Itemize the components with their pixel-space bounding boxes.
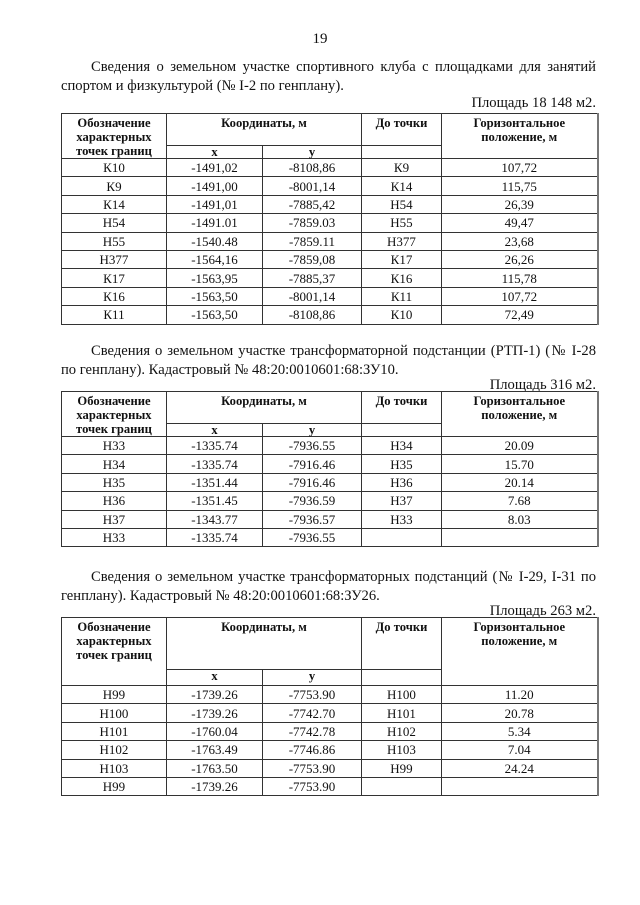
distance-cell: 7.04	[442, 741, 598, 759]
y-cell: -7753.90	[263, 777, 362, 795]
to-point-cell: К10	[362, 306, 442, 324]
y-cell: -7746.86	[263, 741, 362, 759]
x-cell: -1563,95	[167, 269, 263, 287]
x-cell: -1763.50	[167, 759, 263, 777]
point-cell: Н99	[62, 686, 167, 704]
x-cell: -1491.01	[167, 214, 263, 232]
point-cell: Н103	[62, 759, 167, 777]
to-point-cell: К17	[362, 250, 442, 268]
y-cell: -7885,42	[263, 195, 362, 213]
header-to-point: До точки	[362, 392, 442, 424]
y-cell: -7753.90	[263, 759, 362, 777]
x-cell: -1739.26	[167, 777, 263, 795]
to-point-cell: Н100	[362, 686, 442, 704]
point-cell: Н37	[62, 510, 167, 528]
to-point-cell: Н33	[362, 510, 442, 528]
to-point-cell: Н34	[362, 437, 442, 455]
x-cell: -1564,16	[167, 250, 263, 268]
x-cell: -1335.74	[167, 528, 263, 546]
point-cell: К17	[62, 269, 167, 287]
point-cell: Н55	[62, 232, 167, 250]
table-row	[62, 195, 598, 213]
x-cell: -1739.26	[167, 704, 263, 722]
y-cell: -7742.70	[263, 704, 362, 722]
distance-cell: 5.34	[442, 722, 598, 740]
table-row	[62, 306, 598, 324]
table-row	[62, 492, 598, 510]
header-point: Обозначение характерных точек границ	[62, 114, 167, 159]
section-2-description: Сведения о земельном участке трансформаторной подстанции (РТП-1) (№ I-28 по генплану). Кадастровый № 48:20:0010601:68:ЗУ10.	[61, 343, 596, 378]
table-row	[62, 686, 598, 704]
table-row	[62, 510, 598, 528]
page-number: 19	[312, 31, 328, 47]
distance-cell: 115,75	[442, 177, 598, 195]
x-cell: -1491,01	[167, 195, 263, 213]
to-point-cell: Н102	[362, 722, 442, 740]
x-cell: -1335.74	[167, 437, 263, 455]
table-row	[62, 232, 598, 250]
to-point-cell: Н36	[362, 473, 442, 491]
header-x: x	[167, 670, 263, 686]
y-cell: -8001,14	[263, 177, 362, 195]
to-point-cell: Н377	[362, 232, 442, 250]
x-cell: -1763.49	[167, 741, 263, 759]
table-row	[62, 528, 598, 546]
distance-cell: 11.20	[442, 686, 598, 704]
point-cell: К10	[62, 159, 167, 177]
point-cell: Н35	[62, 473, 167, 491]
point-cell: Н99	[62, 777, 167, 795]
point-cell: Н33	[62, 437, 167, 455]
x-cell: -1540.48	[167, 232, 263, 250]
table-row	[62, 759, 598, 777]
y-cell: -7936.59	[263, 492, 362, 510]
distance-cell: 20.14	[442, 473, 598, 491]
header-to-point: До точки	[362, 114, 442, 146]
point-cell: Н102	[62, 741, 167, 759]
header-point: Обозначение характерных точек границ	[62, 618, 167, 686]
section-2-table	[61, 391, 599, 547]
point-cell: Н377	[62, 250, 167, 268]
distance-cell: 24.24	[442, 759, 598, 777]
x-cell: -1491,00	[167, 177, 263, 195]
header-horizontal: Горизонтальное положение, м	[442, 618, 598, 686]
to-point-cell: Н37	[362, 492, 442, 510]
point-cell: Н36	[62, 492, 167, 510]
to-point-cell: К16	[362, 269, 442, 287]
distance-cell: 49,47	[442, 214, 598, 232]
y-cell: -7859.11	[263, 232, 362, 250]
table-row	[62, 177, 598, 195]
table-row	[62, 473, 598, 491]
table-row	[62, 741, 598, 759]
x-cell: -1351.44	[167, 473, 263, 491]
header-horizontal: Горизонтальное положение, м	[442, 114, 598, 159]
to-point-cell: Н54	[362, 195, 442, 213]
header-x: x	[167, 146, 263, 159]
to-point-cell: Н99	[362, 759, 442, 777]
y-cell: -8108,86	[263, 159, 362, 177]
header-x: x	[167, 424, 263, 437]
y-cell: -7753.90	[263, 686, 362, 704]
y-cell: -8108,86	[263, 306, 362, 324]
header-horizontal: Горизонтальное положение, м	[442, 392, 598, 437]
point-cell: К11	[62, 306, 167, 324]
section-3-description: Сведения о земельном участке трансформаторных подстанций (№ I-29, I-31 по генплану). Кадастровый № 48:20:0010601:68:ЗУ26.	[61, 569, 596, 604]
y-cell: -7859,08	[263, 250, 362, 268]
table-row	[62, 722, 598, 740]
table-row	[62, 704, 598, 722]
x-cell: -1563,50	[167, 306, 263, 324]
distance-cell: 115,78	[442, 269, 598, 287]
x-cell: -1351.45	[167, 492, 263, 510]
header-to-point-blank	[362, 670, 442, 686]
y-cell: -7742.78	[263, 722, 362, 740]
table-row	[62, 777, 598, 795]
header-y: y	[263, 146, 362, 159]
distance-cell: 23,68	[442, 232, 598, 250]
distance-cell: 107,72	[442, 287, 598, 305]
x-cell: -1739.26	[167, 686, 263, 704]
section-3-area: Площадь 263 м2.	[489, 603, 596, 619]
table-row	[62, 159, 598, 177]
y-cell: -8001,14	[263, 287, 362, 305]
y-cell: -7936.55	[263, 528, 362, 546]
distance-cell: 8.03	[442, 510, 598, 528]
to-point-cell: Н55	[362, 214, 442, 232]
point-cell: Н33	[62, 528, 167, 546]
distance-cell: 7.68	[442, 492, 598, 510]
point-cell: Н101	[62, 722, 167, 740]
distance-cell: 26,39	[442, 195, 598, 213]
distance-cell: 20.09	[442, 437, 598, 455]
to-point-cell: Н35	[362, 455, 442, 473]
header-y: y	[263, 424, 362, 437]
to-point-cell: Н103	[362, 741, 442, 759]
distance-cell	[442, 777, 598, 795]
distance-cell: 72,49	[442, 306, 598, 324]
to-point-cell: К14	[362, 177, 442, 195]
to-point-cell: К11	[362, 287, 442, 305]
to-point-cell	[362, 528, 442, 546]
x-cell: -1491,02	[167, 159, 263, 177]
y-cell: -7885,37	[263, 269, 362, 287]
y-cell: -7936.57	[263, 510, 362, 528]
point-cell: Н34	[62, 455, 167, 473]
distance-cell	[442, 528, 598, 546]
distance-cell: 20.78	[442, 704, 598, 722]
section-2-area: Площадь 316 м2.	[489, 377, 596, 393]
y-cell: -7916.46	[263, 473, 362, 491]
point-cell: Н100	[62, 704, 167, 722]
point-cell: К9	[62, 177, 167, 195]
y-cell: -7936.55	[263, 437, 362, 455]
table-row	[62, 287, 598, 305]
x-cell: -1563,50	[167, 287, 263, 305]
x-cell: -1335.74	[167, 455, 263, 473]
to-point-cell	[362, 777, 442, 795]
distance-cell: 26,26	[442, 250, 598, 268]
header-coords: Координаты, м	[167, 114, 362, 146]
point-cell: Н54	[62, 214, 167, 232]
header-to-point-blank	[362, 424, 442, 437]
y-cell: -7859.03	[263, 214, 362, 232]
table-row	[62, 437, 598, 455]
distance-cell: 107,72	[442, 159, 598, 177]
section-3-table	[61, 617, 599, 796]
table-row	[62, 250, 598, 268]
to-point-cell: К9	[362, 159, 442, 177]
section-1-description: Сведения о земельном участке спортивного клуба с площадками для занятий спортом и физкультурой (№ I-2 по генплану).	[61, 59, 596, 94]
table-row	[62, 455, 598, 473]
point-cell: К16	[62, 287, 167, 305]
section-1-area: Площадь 18 148 м2.	[471, 95, 596, 111]
x-cell: -1760.04	[167, 722, 263, 740]
header-y: y	[263, 670, 362, 686]
header-point: Обозначение характерных точек границ	[62, 392, 167, 437]
x-cell: -1343.77	[167, 510, 263, 528]
distance-cell: 15.70	[442, 455, 598, 473]
header-coords: Координаты, м	[167, 392, 362, 424]
to-point-cell: Н101	[362, 704, 442, 722]
header-coords: Координаты, м	[167, 618, 362, 670]
header-to-point-blank	[362, 146, 442, 159]
table-row	[62, 214, 598, 232]
section-1-table	[61, 113, 599, 325]
y-cell: -7916.46	[263, 455, 362, 473]
point-cell: К14	[62, 195, 167, 213]
header-to-point: До точки	[362, 618, 442, 670]
table-row	[62, 269, 598, 287]
